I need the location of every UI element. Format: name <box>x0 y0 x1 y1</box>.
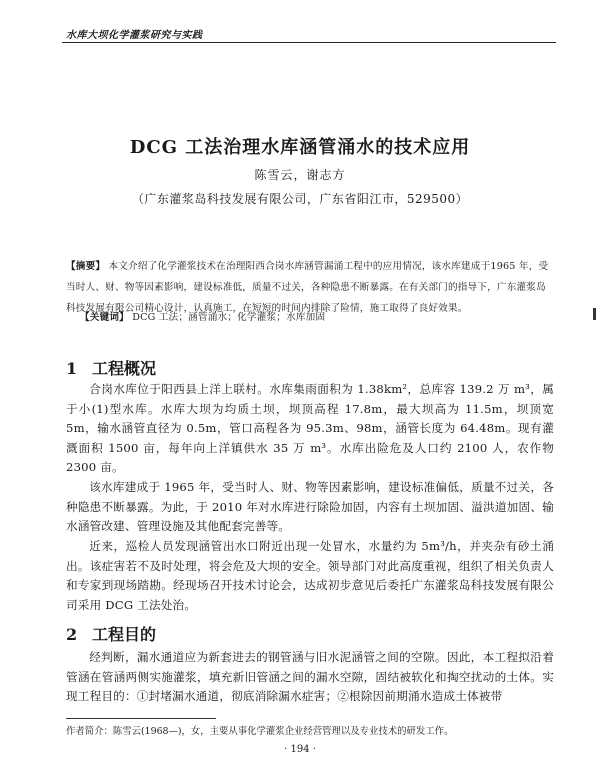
affiliation: （广东灌浆岛科技发展有限公司，广东省阳江市，529500） <box>131 192 469 206</box>
page-number: · 194 · <box>284 744 316 755</box>
footnote-rule <box>66 718 216 719</box>
section-title: 工程目的 <box>92 625 157 644</box>
paragraph: 合岗水库位于阳西县上洋上联村。水库集雨面积为 1.38km²，总库容 139.2 万 m³，属于小(1)型水库。水库大坝为均质土坝，坝顶高程 17.8m，最大坝高为 11.5m，坝顶宽 5m，输水涵管直径为 0.5m，管口高程各为 95.3m、98m，涵管长度为 64.48m。现有灌溉面积 1500 亩，每年向上洋镇供水 35 万 m³。水库出险危及人口约 2100 人，农作物 2300 亩。 <box>66 382 554 475</box>
section-number: 2 <box>66 625 78 644</box>
paper-title: DCG 工法治理水库涵管涌水的技术应用 <box>129 137 471 158</box>
section-number: 1 <box>66 359 78 378</box>
authors: 陈雪云，谢志方 <box>254 168 346 182</box>
paragraph: 该水库建成于 1965 年，受当时人、财、物等因素影响，建设标准偏低，质量不过关，各种隐患不断暴露。为此，于 2010 年对水库进行除险加固，内容有土坝加固、溢洪道加固、输水涵管改建、管理设施及其他配套完善等。 <box>66 480 554 534</box>
section-heading <box>66 622 156 645</box>
section-title: 工程概况 <box>92 359 157 378</box>
header-rule <box>62 42 556 43</box>
keywords <box>80 309 550 323</box>
footnote: 作者简介：陈雪云(1968—)，女，主要从事化学灌浆企业经营管理以及专业技术的研发工作。 <box>66 726 454 737</box>
margin-mark <box>593 308 596 320</box>
keywords-label: 【关键词】 <box>80 312 129 323</box>
running-head: 水库大坝化学灌浆研究与实践 <box>66 30 203 41</box>
paragraph: 经判断，漏水通道应为新套进去的钢管涵与旧水泥涵管之间的空隙。因此，本工程拟沿着管涵在管涵两侧实施灌浆，填充新旧管涵之间的漏水空隙，固结被软化和掏空扰动的土体。实现工程目的：①封堵漏水通道，彻底消除漏水症害；②根除因前期涌水造成土体被带 <box>66 650 554 704</box>
section-heading <box>66 356 156 379</box>
keywords-text: DCG 工法；涵管涌水；化学灌浆；水库加固 <box>132 312 326 323</box>
abstract-label: 【摘要】 <box>66 261 106 272</box>
abstract-text: 本文介绍了化学灌浆技术在治理阳西合岗水库涵管漏涌工程中的应用情况，该水库建成于1965 年，受当时人、财、物等因素影响，建设标准低，质量不过关，各种隐患不断暴露。在有关部门的指导下，广东灌浆岛科技发展有限公司精心设计，认真施工，在短短的时间内排除了险情，施工取得了良好效果。 <box>66 261 549 314</box>
paragraph: 近来，巡检人员发现涵管出水口附近出现一处冒水，水量约为 5m³/h，并夹杂有砂土涌出。该症害若不及时处理，将会危及大坝的安全。领导部门对此高度重视，组织了相关负责人和专家到现场踏勘。经现场召开技术讨论会，达成初步意见后委托广东灌浆岛科技发展有限公司采用 DCG 工法处治。 <box>66 539 554 612</box>
